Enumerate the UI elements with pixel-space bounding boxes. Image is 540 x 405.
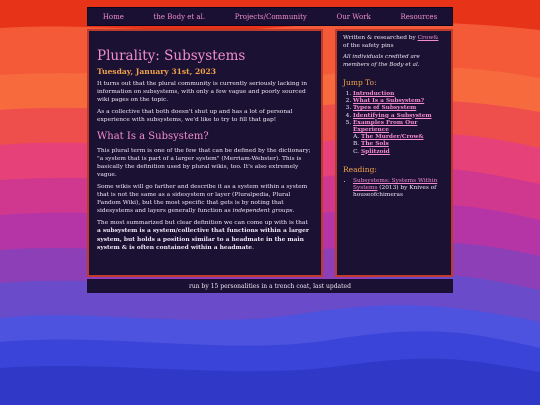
definition-paragraph-3: [97, 219, 313, 252]
toc-link-murder-crow[interactable]: The Murder/Crow&: [361, 134, 424, 141]
post-date: Tuesday, January 31st, 2023: [97, 67, 217, 76]
top-navigation: [87, 7, 453, 26]
nav-home[interactable]: Home: [102, 12, 124, 21]
reading-heading: Reading:: [343, 164, 377, 174]
toc-item: [353, 105, 445, 112]
nav-body-et-al[interactable]: the Body et al.: [153, 12, 206, 21]
toc-link-sols[interactable]: The Sols: [361, 141, 389, 148]
intro-paragraph-1: It turns out that the plural community is currently seriously lacking in information on subsystems, with only a few vague and poorly sourced wiki pages on the topic.: [97, 81, 307, 104]
summary-text: The most summarized but clear definition we can come up with is that: [97, 220, 308, 227]
toc-link-splitzoid[interactable]: Splitzoid: [361, 148, 390, 155]
page-title: Plurality: Subsystems: [97, 48, 246, 64]
toc-subitem: [361, 141, 445, 148]
toc-item: [353, 98, 445, 105]
section-heading: What Is a Subsystem?: [97, 130, 209, 142]
definition-text: Some wikis will go farther and describe it as a system within a system that is not the same as a sidesystem or layer (Pluralpedia, Plural Fandom Wiki), but the most specific that gets is by noting that sidesystems and layers generally function as: [97, 183, 308, 215]
toc-item: [353, 91, 445, 98]
reading-list: [343, 178, 445, 200]
credit-note: All individuals credited are members of the Body et al.: [343, 54, 420, 68]
reading-item: [353, 178, 445, 200]
emphasis-text: independent groups: [232, 208, 293, 215]
credit-prefix: Written & researched by: [343, 35, 418, 41]
toc-link-introduction[interactable]: Introduction: [353, 91, 395, 97]
footer: run by 15 personalities in a trench coat, last updated: [87, 279, 453, 293]
jump-to-heading: Jump To:: [343, 78, 377, 87]
punctuation: .: [252, 244, 254, 251]
toc-link-what-is-a-subsystem[interactable]: What Is a Subsystem?: [353, 98, 425, 105]
author-link[interactable]: Crow&: [417, 35, 439, 41]
punctuation: .: [292, 208, 295, 215]
nav-resources[interactable]: Resources: [400, 12, 438, 21]
nav-projects-community[interactable]: Projects/Community: [234, 12, 307, 21]
toc-item: [353, 120, 445, 156]
reading-link[interactable]: Subsystems: Systems Within Systems: [353, 177, 438, 192]
nav-our-work[interactable]: Our Work: [336, 12, 371, 21]
page-container: [87, 7, 453, 293]
bold-definition: a subsystem is a system/collective that functions within a larger system, but holds a position similar to a headmate in the main system & is often contained within a headmate: [97, 227, 309, 251]
toc-link-types-of-subsystem[interactable]: Types of Subsystem: [353, 105, 417, 112]
toc-link-examples[interactable]: Examples From Our Experience: [353, 119, 418, 134]
definition-paragraph-2: [97, 183, 313, 216]
toc-item: [353, 113, 445, 120]
toc-subitem: [361, 134, 445, 141]
main-content[interactable]: [87, 29, 323, 277]
sidebar: [335, 29, 453, 277]
author-credit: [343, 35, 445, 50]
intro-paragraph-2: As a collective that both doesn't shut up and has a lot of personal experience with subsystems, we'd like to try to fill that gap!: [97, 109, 293, 124]
table-of-contents: [343, 91, 445, 156]
toc-subitem: [361, 149, 445, 156]
toc-sublist: [353, 134, 445, 156]
reading-source: (2013) by Knives of houseofchimeras: [353, 185, 437, 199]
definition-paragraph-1: This plural term is one of the few that can be defined by the dictionary; "a system that is part of a larger system" (Merriam-Webster). This is basically the definition used by plural wikis, too. It's also extremely vague.: [97, 147, 311, 179]
toc-link-identifying-a-subsystem[interactable]: Identifying a Subsystem: [353, 112, 432, 119]
credit-suffix: of the safety pins: [343, 42, 394, 49]
